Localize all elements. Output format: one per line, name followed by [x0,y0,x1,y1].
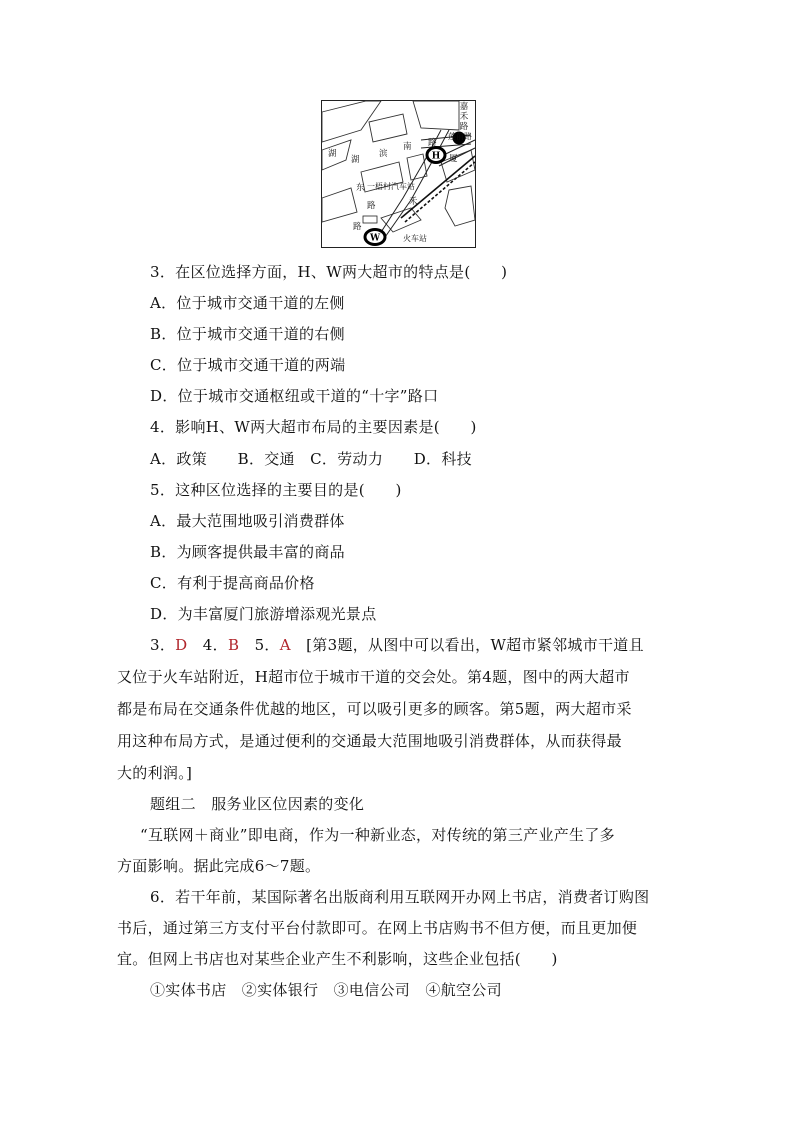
map-label-lu2: 路 [367,201,376,211]
q4-stem: 4．影响H、W两大超市布局的主要因素是( ) [150,418,477,436]
answer-line-4: 用这种布局方式，是通过便利的交通最大范围地吸引消费群体，从而获得最 [117,732,622,750]
answer-num-5: 5． [239,636,280,654]
answer-5: A [279,636,291,654]
map-label-hubin-1: 湖 [328,149,337,159]
answer-explanation-start: [第3题，从图中可以看出，W超市紧邻城市干道且 [290,636,644,654]
q5-stem: 5．这种区位选择的主要目的是( ) [150,481,402,499]
answer-line-3: 都是布局在交通条件优越的地区，可以吸引更多的顾客。第5题，两大超市采 [117,700,632,718]
q3-option-a: A．位于城市交通干道的左侧 [150,294,345,312]
answer-3: D [175,636,188,654]
map-label-hubin-2: 湖 [351,155,360,165]
q6-line-1: 6．若干年前，某国际著名出版商利用互联网开办网上书店，消费者订购图 [150,888,650,906]
q3-stem: 3．在区位选择方面，H、W两大超市的特点是( ) [150,263,508,281]
map-label-xia: 厦 [449,154,458,164]
q5-option-b: B．为顾客提供最丰富的商品 [150,543,345,561]
q3-option-d: D．位于城市交通枢纽或干道的“十字”路口 [150,387,439,405]
map-label-lianqian: 莲前路 [448,132,472,141]
map-label-w: W [369,233,381,244]
answer-line-1 [150,635,644,655]
supermarket-w-marker [365,230,385,245]
answer-line-2: 又位于火车站附近，H超市位于城市干道的交会处。第4题，图中的两大超市 [117,668,630,686]
map-label-dong: 东 [356,183,365,193]
map-label-lu1: 路 [428,138,437,148]
map-label-jiahe-3: 路 [459,122,469,132]
answer-num-3: 3． [150,636,176,654]
q4-options: A．政策 B．交通 C．劳动力 D．科技 [150,450,472,468]
map-label-jiahe-1: 嘉 [459,102,469,112]
map-label-h: H [431,151,441,162]
q6-line-3: 宜。但网上书店也对某些企业产生不利影响，这些企业包括( ) [117,950,558,968]
answer-line-5: 大的利润。] [117,764,193,782]
map-label-bus-station: 一梧村汽车站 [367,182,415,191]
group2-intro-line-2: 方面影响。据此完成6～7题。 [117,857,321,875]
answer-num-4: 4． [187,636,228,654]
q6-line-2: 书后，通过第三方支付平台付款即可。在网上书店购书不但方便，而且更加便 [117,919,638,937]
q3-option-c: C．位于城市交通干道的两端 [150,356,346,374]
city-map [321,100,476,248]
q6-choices: ①实体书店 ②实体银行 ③电信公司 ④航空公司 [150,981,502,999]
group2-intro-line-1: “互联网＋商业”即电商，作为一种新业态，对传统的第三产业产生了多 [140,826,615,844]
q5-option-a: A．最大范围地吸引消费群体 [150,512,345,530]
map-label-hubin-4: 南 [403,142,412,152]
map-label-jiahe-2: 禾 [459,112,469,122]
map-label-hubin-3: 滨 [379,149,388,159]
q3-option-b: B．位于城市交通干道的右侧 [150,325,345,343]
supermarket-h-marker [427,148,445,163]
map-label-lu3: 路 [353,222,362,232]
bus-station-icon [363,216,377,223]
answer-4: B [227,636,240,654]
group2-title: 题组二 服务业区位因素的变化 [150,795,365,813]
q5-option-c: C．有利于提高商品价格 [150,574,315,592]
map-label-train-station: 火车站 [403,234,427,243]
q5-option-d: D．为丰富厦门旅游增添观光景点 [150,605,377,623]
map-label-he: 禾 [409,197,418,207]
